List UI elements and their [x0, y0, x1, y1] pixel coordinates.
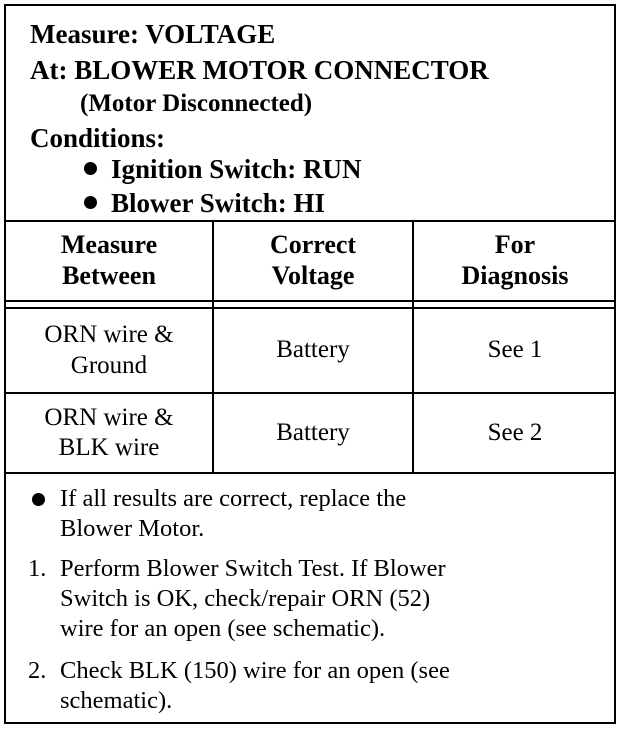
note-text: If all results are correct, replace the Blower Motor. — [60, 485, 407, 542]
table-cell: ORN wire & Ground — [44, 321, 174, 379]
table-cell: Battery — [276, 336, 350, 364]
table-cell: Battery — [276, 418, 350, 446]
conditions-label: Conditions: — [30, 123, 166, 153]
column-header: For Diagnosis — [461, 230, 569, 290]
note-number: 2. — [28, 657, 47, 684]
table-bottom-rule — [6, 472, 614, 474]
condition-text: Ignition Switch: RUN — [111, 154, 362, 184]
bullet-icon — [32, 493, 45, 506]
diagnostic-chart — [4, 4, 616, 724]
condition-item — [84, 156, 362, 183]
table-cell: See 2 — [487, 418, 543, 446]
note-text: Perform Blower Switch Test. If Blower Switch is OK, check/repair ORN (52) wire for an open (see schematic). — [60, 555, 446, 642]
location-title: At: BLOWER MOTOR CONNECTOR — [30, 55, 489, 85]
measure-title: Measure: VOLTAGE — [30, 19, 276, 49]
note-number: 1. — [28, 555, 47, 582]
condition-text: Blower Switch: HI — [111, 188, 325, 218]
table-cell: ORN wire & BLK wire — [44, 403, 174, 461]
bullet-icon — [84, 196, 97, 209]
header-rule — [6, 300, 614, 302]
table-cell: See 1 — [487, 336, 543, 364]
column-header: Correct Voltage — [269, 230, 357, 290]
note-text: Check BLK (150) wire for an open (see schematic). — [60, 657, 450, 714]
test-header — [6, 6, 614, 220]
condition-item — [84, 190, 325, 217]
bullet-icon — [84, 162, 97, 175]
column-header: Measure Between — [60, 230, 158, 290]
location-note: (Motor Disconnected) — [80, 90, 313, 117]
